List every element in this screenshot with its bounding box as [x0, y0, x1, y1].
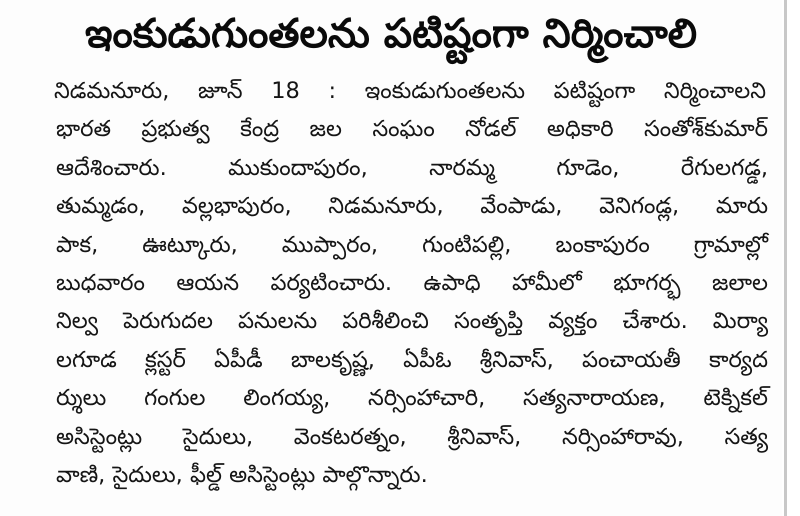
article-line: ఆదేశించారు. ముకుందాపురం, నారమ్మ గూడెం, రేగులగడ్డ, [56, 154, 768, 181]
article-line: అసిస్టెంట్లు సైదులు, వెంకటరత్నం, శ్రీనివాస్, నర్సింహారావు, సత్య [56, 423, 768, 450]
article-line: ర్శులు గంగుల లింగయ్య, నర్సింహాచారి, సత్యనారాయణ, టెక్నికల్ [56, 385, 768, 412]
article-headline: ఇంకుడుగుంతలను పటిష్టంగా నిర్మించాలి [84, 11, 698, 57]
article-body [56, 72, 768, 494]
article-line: లగూడ క్లస్టర్ ఏపీడీ బాలకృష్ణ, ఏపీఓ శ్రీనివాస్, పంచాయతీ కార్యద [56, 346, 768, 373]
article-line: బుధవారం ఆయన పర్యటించారు. ఉపాధి హామీలో భూగర్భ జలాల [56, 269, 768, 296]
article-line: పాక, ఊట్కూరు, ముప్పారం, గుంటిపల్లి, బంకాపురం గ్రామాల్లో [56, 231, 768, 258]
article-line: నిల్వ పెరుగుదల పనులను పరిశీలించి సంతృప్తి వ్యక్తం చేశారు. మిర్యా [56, 308, 768, 335]
article-line: తుమ్మడం, వల్లభాపురం, నిడమనూరు, వేంపాడు, వెనిగండ్ల, మారు [56, 193, 768, 220]
column-divider [784, 0, 787, 516]
article-line: భారత ప్రభుత్వ కేంద్ర జల సంఘం నోడల్ అధికారి సంతోశ్‌కుమార్ [56, 116, 768, 143]
article-line: నిడమనూరు, జూన్ 18 : ఇంకుడుగుంతలను పటిష్టంగా నిర్మించాలని [54, 78, 766, 104]
article-line: వాణి, సైదులు, ఫీల్డ్ అసిస్టెంట్లు పాల్గొన్నారు. [56, 461, 428, 488]
